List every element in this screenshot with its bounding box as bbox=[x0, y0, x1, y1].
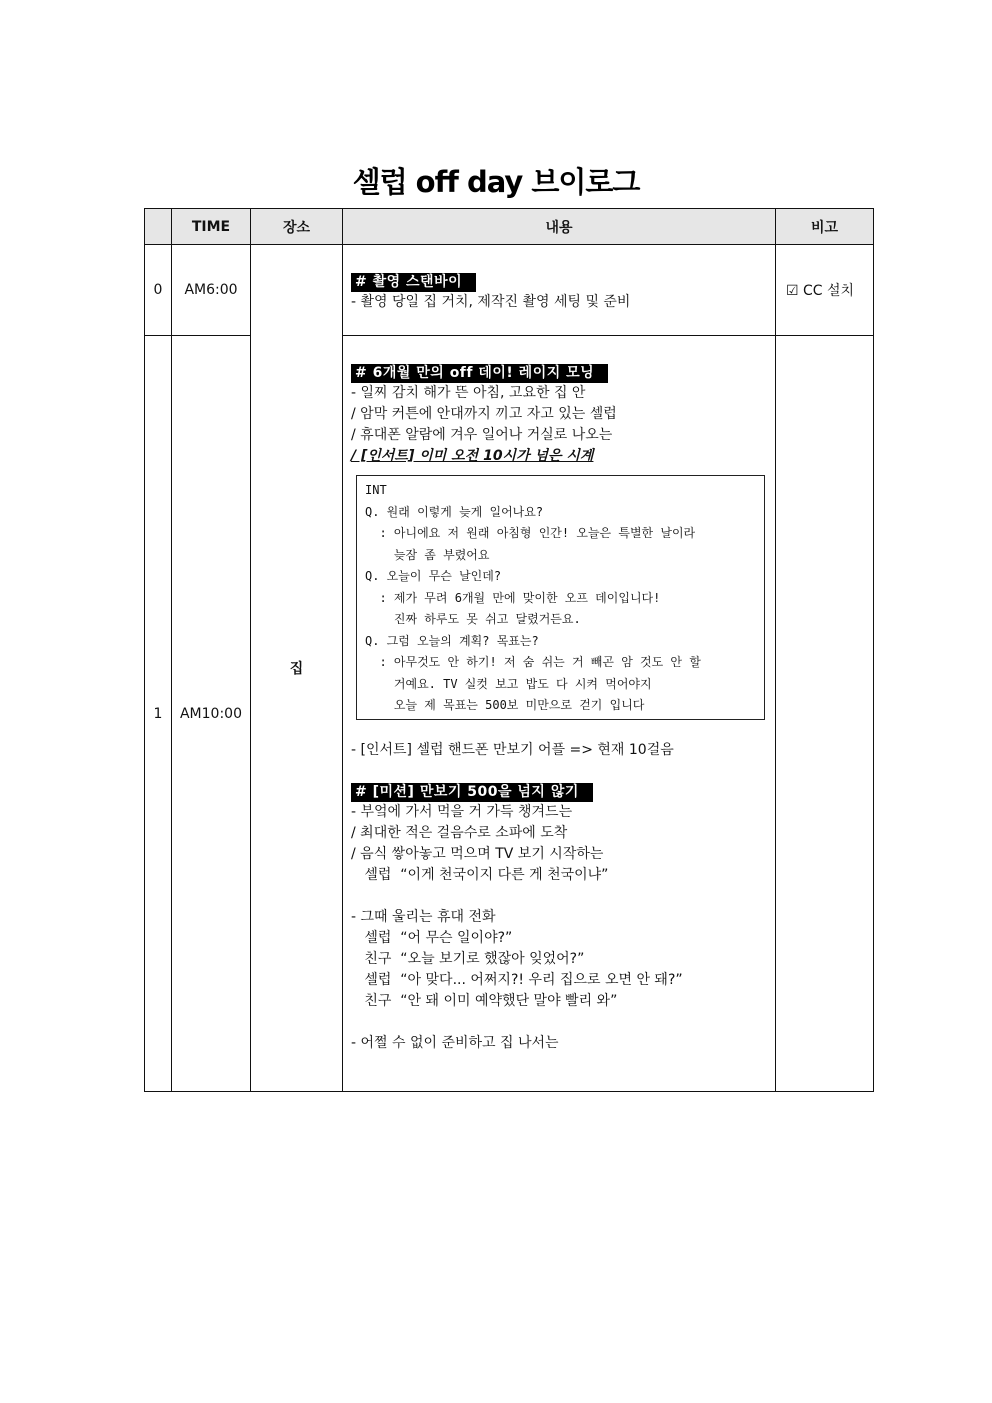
interview-line: Q. 오늘이 무슨 날인데? bbox=[365, 569, 502, 583]
content-line: - 그때 울리는 휴대 전화 bbox=[351, 908, 496, 925]
insert-line: / [인서트] 이미 오전 10시가 넘은 시계 bbox=[351, 448, 594, 464]
header-row bbox=[145, 209, 874, 245]
row-number: 0 bbox=[145, 245, 172, 336]
header-note: 비고 bbox=[776, 209, 874, 245]
content-line: - [인서트] 셀럽 핸드폰 만보기 어플 => 현재 10걸음 bbox=[351, 741, 674, 758]
interview-line: Q. 그럼 오늘의 계획? 목표는? bbox=[365, 633, 539, 648]
content-line: - 부엌에 가서 먹을 거 가득 챙겨드는 bbox=[351, 803, 573, 820]
section-heading: # 6개월 만의 off 데이! 레이지 모닝 bbox=[351, 364, 608, 383]
interview-line: : 제가 무려 6개월 만에 맞이한 오프 데이입니다! bbox=[365, 590, 661, 605]
content-line: - 일찌 감치 해가 뜬 아침, 고요한 집 안 bbox=[351, 385, 586, 401]
row-content bbox=[343, 336, 776, 1092]
content-line: / 암막 커튼에 안대까지 끼고 자고 있는 셀럽 bbox=[351, 406, 617, 422]
header-content: 내용 bbox=[343, 209, 776, 245]
content-line: 셀럽 “어 무슨 일이야?” bbox=[351, 929, 513, 946]
interview-line: 거예요. TV 실컷 보고 밥도 다 시켜 먹어야지 bbox=[365, 676, 652, 691]
content-line: / 최대한 적은 걸음수로 소파에 도착 bbox=[351, 824, 568, 841]
interview-line: Q. 원래 이렇게 늦게 일어나요? bbox=[365, 504, 544, 519]
content-line: 셀럽 “아 맞다... 어쩌지?! 우리 집으로 오면 안 돼?” bbox=[351, 971, 683, 988]
row-note bbox=[776, 336, 874, 1092]
header-place: 장소 bbox=[251, 209, 343, 245]
interview-line: INT bbox=[365, 483, 387, 497]
schedule-table bbox=[144, 208, 874, 1092]
header-no bbox=[145, 209, 172, 245]
interview-line: : 아니에요 저 원래 아침형 인간! 오늘은 특별한 날이라 bbox=[365, 526, 696, 540]
page-title: 셀럽 off day 브이로그 bbox=[352, 165, 640, 199]
interview-line: 오늘 제 목표는 500보 미만으로 걷기 입니다 bbox=[365, 698, 645, 712]
section-heading: # 촬영 스탠바이 bbox=[351, 273, 476, 292]
row-time: AM10:00 bbox=[172, 336, 251, 1092]
interview-line: 진짜 하루도 못 쉬고 달렸거든요. bbox=[365, 612, 581, 626]
content-line: / 음식 쌓아놓고 먹으며 TV 보기 시작하는 bbox=[351, 845, 604, 862]
content-line: 셀럽 “이게 천국이지 다른 게 천국이냐” bbox=[351, 866, 609, 883]
table-row bbox=[145, 245, 874, 336]
content-line: - 촬영 당일 집 거치, 제작진 촬영 세팅 및 준비 bbox=[351, 294, 631, 310]
row-content bbox=[343, 245, 776, 336]
content-line: - 어쩔 수 없이 준비하고 집 나서는 bbox=[351, 1034, 559, 1051]
row-note: ☑ CC 설치 bbox=[776, 245, 874, 336]
header-time: TIME bbox=[172, 209, 251, 245]
content-line: 친구 “오늘 보기로 했잖아 잊었어?” bbox=[351, 950, 585, 967]
section-heading: # [미션] 만보기 500을 넘지 않기 bbox=[351, 783, 593, 802]
row-place: 집 bbox=[251, 245, 343, 1092]
row-time: AM6:00 bbox=[172, 245, 251, 336]
interview-line: 늦잠 좀 부렸어요 bbox=[365, 547, 490, 562]
row-number: 1 bbox=[145, 336, 172, 1092]
interview-line: : 아무것도 안 하기! 저 숨 쉬는 거 빼곤 암 것도 안 할 bbox=[365, 655, 701, 669]
content-line: 친구 “안 돼 이미 예약했단 말야 빨리 와” bbox=[351, 992, 618, 1009]
interview-box bbox=[356, 475, 765, 720]
content-line: / 휴대폰 알람에 겨우 일어나 거실로 나오는 bbox=[351, 427, 613, 443]
